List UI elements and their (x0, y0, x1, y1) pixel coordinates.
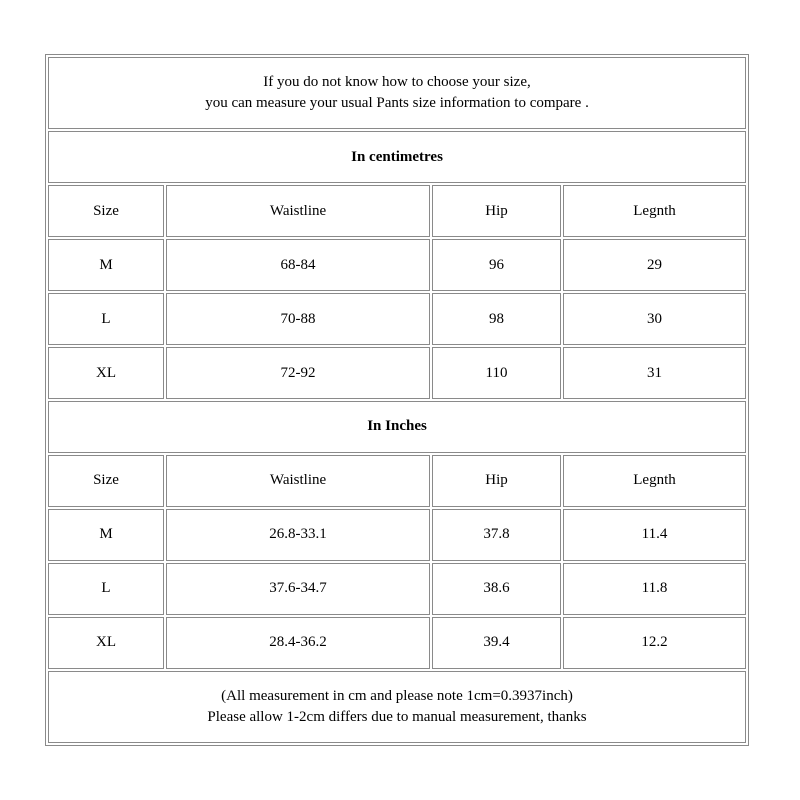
header-size: Size (48, 185, 164, 237)
cell-hip: 98 (432, 293, 561, 345)
footer-line-1: (All measurement in cm and please note 1cm=0.3937inch) (221, 687, 573, 704)
table-row (48, 239, 746, 291)
cell-length: 12.2 (563, 617, 746, 669)
section-row-inches (48, 401, 746, 453)
cell-waistline: 68-84 (166, 239, 430, 291)
section-row-centimetres (48, 131, 746, 183)
cell-hip: 110 (432, 347, 561, 399)
footer-note (48, 671, 746, 743)
intro-line-2: you can measure your usual Pants size information to compare . (205, 95, 589, 112)
cell-size: XL (48, 347, 164, 399)
cell-waistline: 70-88 (166, 293, 430, 345)
cell-waistline: 26.8-33.1 (166, 509, 430, 561)
section-title-inches: In Inches (48, 401, 746, 453)
cell-size: M (48, 509, 164, 561)
cell-size: L (48, 563, 164, 615)
cell-hip: 96 (432, 239, 561, 291)
footer-line-2: Please allow 1-2cm differs due to manual measurement, thanks (207, 708, 587, 725)
cell-size: L (48, 293, 164, 345)
cell-hip: 39.4 (432, 617, 561, 669)
cell-size: M (48, 239, 164, 291)
cell-waistline: 28.4-36.2 (166, 617, 430, 669)
cell-length: 30 (563, 293, 746, 345)
cell-size: XL (48, 617, 164, 669)
size-chart-table (45, 54, 749, 746)
header-hip: Hip (432, 185, 561, 237)
cell-waistline: 37.6-34.7 (166, 563, 430, 615)
table-row (48, 617, 746, 669)
header-hip: Hip (432, 455, 561, 507)
header-length: Legnth (563, 455, 746, 507)
header-size: Size (48, 455, 164, 507)
cell-length: 29 (563, 239, 746, 291)
cell-length: 11.8 (563, 563, 746, 615)
table-row (48, 347, 746, 399)
intro-row (48, 57, 746, 129)
section-title-centimetres: In centimetres (48, 131, 746, 183)
table-row (48, 563, 746, 615)
header-waistline: Waistline (166, 185, 430, 237)
cell-length: 31 (563, 347, 746, 399)
cell-waistline: 72-92 (166, 347, 430, 399)
table-row (48, 509, 746, 561)
table-row (48, 293, 746, 345)
header-row-centimetres (48, 185, 746, 237)
header-length: Legnth (563, 185, 746, 237)
cell-length: 11.4 (563, 509, 746, 561)
intro-line-1: If you do not know how to choose your size, (263, 74, 531, 91)
header-waistline: Waistline (166, 455, 430, 507)
cell-hip: 38.6 (432, 563, 561, 615)
intro-note (48, 57, 746, 129)
cell-hip: 37.8 (432, 509, 561, 561)
header-row-inches (48, 455, 746, 507)
footer-row (48, 671, 746, 743)
